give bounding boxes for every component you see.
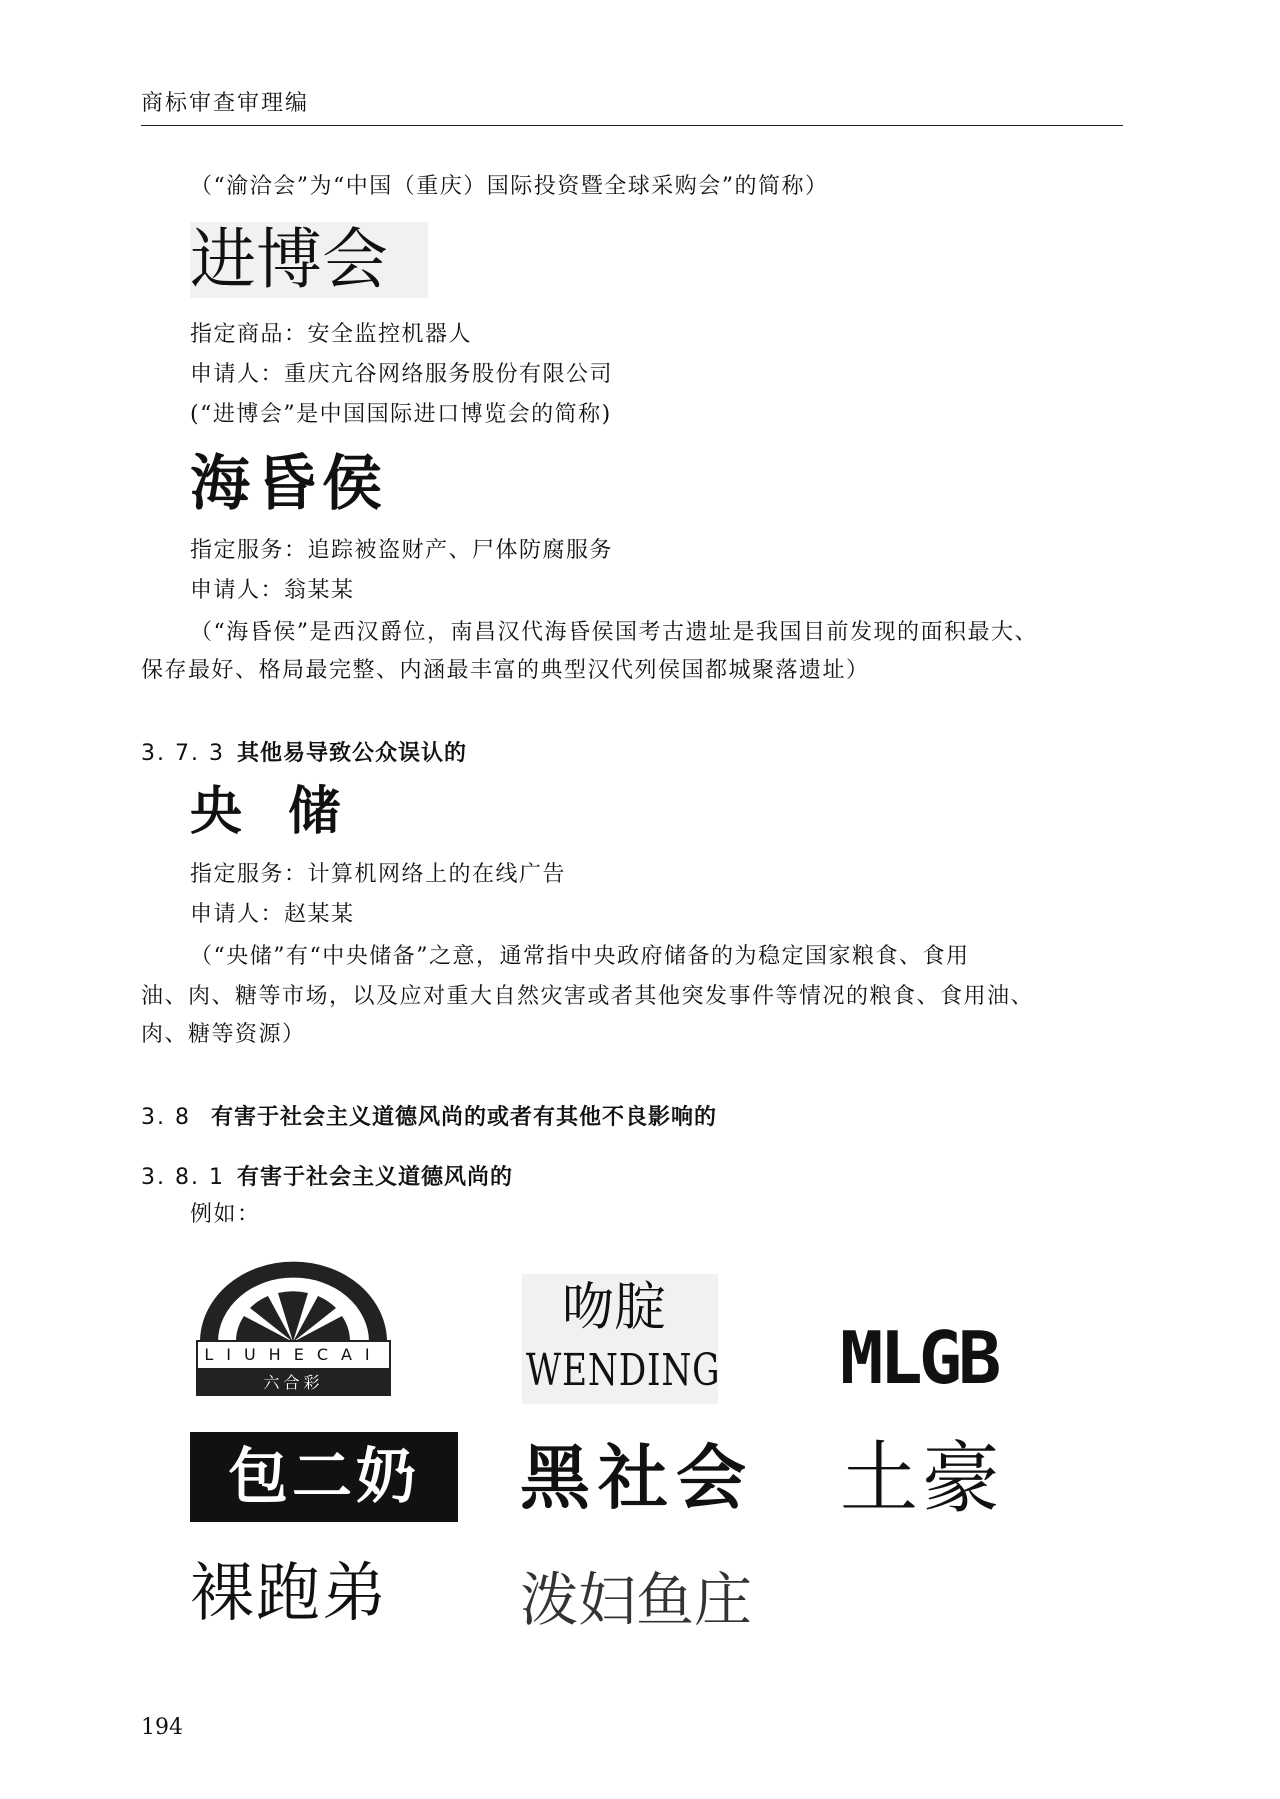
section-title: 有害于社会主义道德风尚的或者有其他不良影响的 <box>211 1105 718 1130</box>
trademark-mlgb: MLGB <box>840 1316 998 1400</box>
trademark-haihunhou: 海昏侯 <box>190 449 388 519</box>
trademark-liuhecai-logo <box>196 1258 391 1396</box>
note-haihunhou-line2: 保存最好、格局最完整、内涵最丰富的典型汉代列侯国都城聚落遗址） <box>141 658 870 683</box>
trademark-luopaodi: 裸跑弟 <box>190 1557 388 1631</box>
designated-services: 指定服务：计算机网络上的在线广告 <box>190 862 567 887</box>
designated-services: 指定服务：追踪被盗财产、尸体防腐服务 <box>190 538 614 563</box>
example-label: 例如： <box>190 1202 261 1227</box>
designated-goods: 指定商品：安全监控机器人 <box>190 322 473 347</box>
trademark-wending <box>522 1274 721 1404</box>
section-number: 3. 8 <box>141 1105 191 1130</box>
header-divider <box>141 125 1123 126</box>
trademark-pofuyuzhuang: 泼妇鱼庄 <box>520 1566 753 1634</box>
trademark-baoernai: 包二奶 <box>190 1432 458 1522</box>
applicant: 申请人：赵某某 <box>190 902 355 927</box>
note-jinbohui: (“进博会”是中国国际进口博览会的简称) <box>190 402 612 427</box>
wending-chinese: 吻腚 <box>562 1278 667 1338</box>
section-number: 3. 8. 1 <box>141 1165 225 1190</box>
note-haihunhou-line1: （“海昏侯”是西汉爵位，南昌汉代海昏侯国考古遗址是我国目前发现的面积最大、 <box>190 620 1038 645</box>
note-yangchu-line3: 肉、糖等资源） <box>141 1022 306 1047</box>
note-yuqiahui: （“渝洽会”为“中国（重庆）国际投资暨全球采购会”的简称） <box>190 174 829 199</box>
trademark-heishehui: 黑社会 <box>520 1437 754 1519</box>
applicant: 申请人：翁某某 <box>190 578 355 603</box>
section-title: 有害于社会主义道德风尚的 <box>237 1165 514 1190</box>
trademark-yangchu: 央 储 <box>190 782 355 842</box>
wending-latin: WENDING <box>526 1345 721 1396</box>
page-number: 194 <box>141 1715 183 1740</box>
applicant: 申请人：重庆亢谷网络服务股份有限公司 <box>190 362 614 387</box>
section-title: 其他易导致公众误认的 <box>237 741 468 766</box>
sunburst-icon <box>196 1258 391 1348</box>
logo-latin-text: LIUHECAI <box>196 1340 391 1370</box>
section-number: 3. 7. 3 <box>141 741 225 766</box>
trademark-jinbohui: 进博会 <box>190 222 428 298</box>
section-heading-3-8-1 <box>141 1160 513 1191</box>
note-yangchu-line1: （“央储”有“中央储备”之意，通常指中央政府储备的为稳定国家粮食、食用 <box>190 944 970 969</box>
section-heading-3-7-3 <box>141 736 467 767</box>
running-header: 商标审查审理编 <box>141 91 310 116</box>
note-yangchu-line2: 油、肉、糖等市场，以及应对重大自然灾害或者其他突发事件等情况的粮食、食用油、 <box>141 984 1035 1009</box>
logo-chinese-text: 六合彩 <box>196 1370 391 1396</box>
section-heading-3-8 <box>141 1100 717 1131</box>
trademark-tuhao: 土豪 <box>840 1434 1005 1524</box>
